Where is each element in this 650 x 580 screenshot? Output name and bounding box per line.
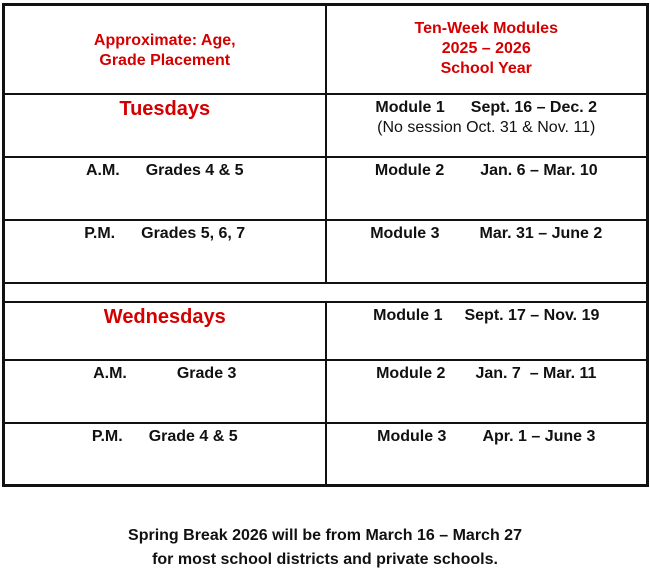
module-note: (No session Oct. 31 & Nov. 11)	[377, 118, 596, 136]
schedule-table	[2, 3, 649, 487]
header-left-line2: Grade Placement	[99, 52, 231, 70]
slot-line	[5, 158, 325, 181]
day-label-wednesdays: Wednesdays	[103, 305, 226, 328]
module-dates: Sept. 16 – Dec. 2	[470, 98, 598, 116]
header-right-line2: 2025 – 2026	[441, 40, 531, 58]
slot-grades: Grades 4 & 5	[145, 161, 244, 179]
module-name: Module 1	[373, 306, 443, 324]
wednesdays-module2-cell	[326, 360, 648, 423]
slot-grades: Grades 5, 6, 7	[141, 224, 246, 242]
slot-time: A.M.	[85, 161, 120, 179]
header-right-line3: School Year	[440, 60, 532, 78]
header-right-line1: Ten-Week Modules	[414, 20, 558, 38]
slot-line	[5, 221, 325, 244]
spring-break-note	[0, 524, 650, 572]
slot-grades: Grade 4 & 5	[148, 427, 238, 445]
section-spacer-row	[4, 283, 648, 302]
tuesdays-row	[4, 94, 648, 157]
wednesdays-label-cell	[4, 302, 326, 360]
tuesdays-label-cell	[4, 94, 326, 157]
footer-line1: Spring Break 2026 will be from March 16 – March 27	[128, 527, 522, 544]
module-line	[327, 95, 647, 118]
tuesdays-module1-cell	[326, 94, 648, 157]
module-dates: Mar. 31 – June 2	[479, 224, 603, 242]
wednesdays-module1-cell	[326, 302, 648, 360]
slot-time: A.M.	[93, 364, 127, 382]
slot-line	[5, 361, 325, 384]
wednesdays-row	[4, 302, 648, 360]
tuesdays-module2-cell	[326, 157, 648, 220]
header-left-line1: Approximate: Age,	[93, 32, 236, 50]
wednesdays-am-cell	[4, 360, 326, 423]
module-name: Module 2	[374, 161, 445, 179]
tuesdays-am-row	[4, 157, 648, 220]
day-label-tuesdays: Tuesdays	[119, 97, 211, 120]
wednesdays-pm-cell	[4, 423, 326, 486]
tuesdays-am-cell	[4, 157, 326, 220]
header-modules-cell	[326, 5, 648, 94]
module-name: Module 2	[376, 364, 446, 382]
module-line	[327, 303, 647, 326]
module-dates: Jan. 7 – Mar. 11	[475, 364, 597, 382]
module-dates: Apr. 1 – June 3	[482, 427, 596, 445]
slot-time: P.M.	[84, 224, 116, 242]
footer-line2: for most school districts and private schools.	[152, 551, 498, 568]
module-name: Module 3	[377, 427, 447, 445]
module-line	[327, 424, 647, 447]
section-spacer-cell	[4, 283, 648, 302]
tuesdays-pm-cell	[4, 220, 326, 283]
slot-grades: Grade 3	[176, 364, 237, 382]
module-line	[327, 361, 647, 384]
module-name: Module 3	[370, 224, 440, 242]
tuesdays-pm-row	[4, 220, 648, 283]
module-dates: Jan. 6 – Mar. 10	[480, 161, 598, 179]
module-line	[327, 221, 647, 244]
wednesdays-pm-row	[4, 423, 648, 486]
wednesdays-module3-cell	[326, 423, 648, 486]
slot-line	[5, 424, 325, 447]
module-name: Module 1	[375, 98, 445, 116]
header-age-grade-cell	[4, 5, 326, 94]
header-row	[4, 5, 648, 94]
module-line	[327, 158, 647, 181]
slot-time: P.M.	[91, 427, 123, 445]
tuesdays-module3-cell	[326, 220, 648, 283]
wednesdays-am-row	[4, 360, 648, 423]
module-dates: Sept. 17 – Nov. 19	[464, 306, 600, 324]
